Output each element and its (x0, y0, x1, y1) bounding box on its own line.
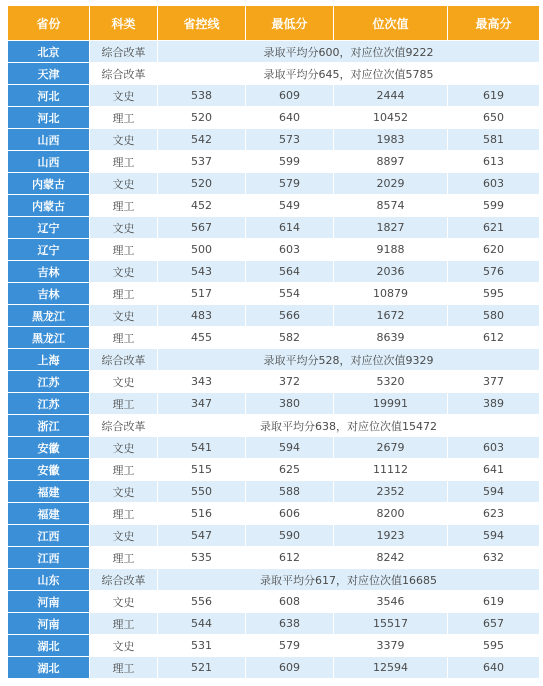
control-line-cell: 542 (158, 129, 246, 151)
category-cell: 文史 (90, 525, 158, 547)
average-score-note-cell: 录取平均分638，对应位次值15472 (158, 415, 540, 437)
control-line-cell: 347 (158, 393, 246, 415)
table-row (8, 239, 540, 261)
category-cell: 文史 (90, 129, 158, 151)
table-row (8, 283, 540, 305)
header-province: 省份 (8, 6, 90, 41)
category-cell: 文史 (90, 635, 158, 657)
control-line-cell: 452 (158, 195, 246, 217)
province-cell: 浙江 (8, 415, 90, 437)
category-cell: 综合改革 (90, 415, 158, 437)
max-score-cell: 576 (448, 261, 540, 283)
table-row (8, 569, 540, 591)
min-score-cell: 608 (246, 591, 334, 613)
table-row (8, 107, 540, 129)
rank-cell: 19991 (334, 393, 448, 415)
rank-cell: 8639 (334, 327, 448, 349)
province-cell: 河北 (8, 107, 90, 129)
table-row (8, 437, 540, 459)
province-cell: 上海 (8, 349, 90, 371)
max-score-cell: 620 (448, 239, 540, 261)
rank-cell: 10452 (334, 107, 448, 129)
province-cell: 湖北 (8, 635, 90, 657)
min-score-cell: 573 (246, 129, 334, 151)
category-cell: 理工 (90, 503, 158, 525)
table-row (8, 349, 540, 371)
rank-cell: 15517 (334, 613, 448, 635)
max-score-cell: 621 (448, 217, 540, 239)
category-cell: 综合改革 (90, 349, 158, 371)
table-row (8, 371, 540, 393)
rank-cell: 3546 (334, 591, 448, 613)
average-score-note-cell: 录取平均分645，对应位次值5785 (158, 63, 540, 85)
table-body (8, 41, 540, 679)
category-cell: 文史 (90, 481, 158, 503)
max-score-cell: 594 (448, 481, 540, 503)
province-cell: 北京 (8, 41, 90, 63)
control-line-cell: 543 (158, 261, 246, 283)
category-cell: 理工 (90, 151, 158, 173)
control-line-cell: 520 (158, 173, 246, 195)
province-cell: 黑龙江 (8, 327, 90, 349)
province-cell: 江苏 (8, 371, 90, 393)
category-cell: 文史 (90, 305, 158, 327)
rank-cell: 1983 (334, 129, 448, 151)
max-score-cell: 632 (448, 547, 540, 569)
rank-cell: 11112 (334, 459, 448, 481)
category-cell: 综合改革 (90, 41, 158, 63)
control-line-cell: 517 (158, 283, 246, 305)
min-score-cell: 614 (246, 217, 334, 239)
rank-cell: 3379 (334, 635, 448, 657)
header-control-line: 省控线 (158, 6, 246, 41)
control-line-cell: 550 (158, 481, 246, 503)
control-line-cell: 544 (158, 613, 246, 635)
header-min-score: 最低分 (246, 6, 334, 41)
min-score-cell: 594 (246, 437, 334, 459)
control-line-cell: 500 (158, 239, 246, 261)
province-cell: 吉林 (8, 261, 90, 283)
min-score-cell: 579 (246, 635, 334, 657)
rank-cell: 2029 (334, 173, 448, 195)
table-row (8, 547, 540, 569)
table-row (8, 393, 540, 415)
min-score-cell: 579 (246, 173, 334, 195)
min-score-cell: 372 (246, 371, 334, 393)
table-row (8, 481, 540, 503)
min-score-cell: 599 (246, 151, 334, 173)
min-score-cell: 640 (246, 107, 334, 129)
table-row (8, 41, 540, 63)
province-cell: 安徽 (8, 437, 90, 459)
province-cell: 安徽 (8, 459, 90, 481)
category-cell: 理工 (90, 459, 158, 481)
control-line-cell: 516 (158, 503, 246, 525)
table-row (8, 657, 540, 679)
category-cell: 综合改革 (90, 63, 158, 85)
min-score-cell: 588 (246, 481, 334, 503)
max-score-cell: 389 (448, 393, 540, 415)
province-cell: 山东 (8, 569, 90, 591)
min-score-cell: 625 (246, 459, 334, 481)
rank-cell: 1827 (334, 217, 448, 239)
control-line-cell: 538 (158, 85, 246, 107)
rank-cell: 2036 (334, 261, 448, 283)
max-score-cell: 613 (448, 151, 540, 173)
category-cell: 文史 (90, 217, 158, 239)
control-line-cell: 547 (158, 525, 246, 547)
header-category: 科类 (90, 6, 158, 41)
rank-cell: 8574 (334, 195, 448, 217)
province-cell: 山西 (8, 129, 90, 151)
control-line-cell: 521 (158, 657, 246, 679)
province-cell: 吉林 (8, 283, 90, 305)
min-score-cell: 609 (246, 85, 334, 107)
admission-score-table (7, 5, 540, 679)
max-score-cell: 595 (448, 283, 540, 305)
max-score-cell: 650 (448, 107, 540, 129)
category-cell: 文史 (90, 261, 158, 283)
average-score-note-cell: 录取平均分528，对应位次值9329 (158, 349, 540, 371)
min-score-cell: 564 (246, 261, 334, 283)
rank-cell: 12594 (334, 657, 448, 679)
table-row (8, 525, 540, 547)
table-row (8, 591, 540, 613)
control-line-cell: 455 (158, 327, 246, 349)
max-score-cell: 657 (448, 613, 540, 635)
table-row (8, 459, 540, 481)
province-cell: 福建 (8, 503, 90, 525)
table-row (8, 195, 540, 217)
rank-cell: 2352 (334, 481, 448, 503)
province-cell: 福建 (8, 481, 90, 503)
province-cell: 湖北 (8, 657, 90, 679)
max-score-cell: 581 (448, 129, 540, 151)
max-score-cell: 619 (448, 591, 540, 613)
category-cell: 理工 (90, 393, 158, 415)
table-header-row (8, 6, 540, 41)
table-row (8, 305, 540, 327)
max-score-cell: 641 (448, 459, 540, 481)
province-cell: 河北 (8, 85, 90, 107)
min-score-cell: 582 (246, 327, 334, 349)
control-line-cell: 520 (158, 107, 246, 129)
province-cell: 河南 (8, 613, 90, 635)
category-cell: 理工 (90, 239, 158, 261)
header-max-score: 最高分 (448, 6, 540, 41)
rank-cell: 9188 (334, 239, 448, 261)
rank-cell: 5320 (334, 371, 448, 393)
table-row (8, 261, 540, 283)
max-score-cell: 580 (448, 305, 540, 327)
rank-cell: 2444 (334, 85, 448, 107)
province-cell: 黑龙江 (8, 305, 90, 327)
control-line-cell: 531 (158, 635, 246, 657)
rank-cell: 2679 (334, 437, 448, 459)
table-row (8, 415, 540, 437)
province-cell: 辽宁 (8, 217, 90, 239)
min-score-cell: 590 (246, 525, 334, 547)
table-row (8, 613, 540, 635)
max-score-cell: 623 (448, 503, 540, 525)
min-score-cell: 612 (246, 547, 334, 569)
province-cell: 山西 (8, 151, 90, 173)
category-cell: 理工 (90, 547, 158, 569)
min-score-cell: 554 (246, 283, 334, 305)
control-line-cell: 535 (158, 547, 246, 569)
table-row (8, 129, 540, 151)
table-row (8, 503, 540, 525)
province-cell: 辽宁 (8, 239, 90, 261)
max-score-cell: 594 (448, 525, 540, 547)
category-cell: 文史 (90, 591, 158, 613)
min-score-cell: 566 (246, 305, 334, 327)
rank-cell: 1923 (334, 525, 448, 547)
min-score-cell: 606 (246, 503, 334, 525)
category-cell: 理工 (90, 107, 158, 129)
min-score-cell: 380 (246, 393, 334, 415)
province-cell: 江西 (8, 547, 90, 569)
control-line-cell: 556 (158, 591, 246, 613)
min-score-cell: 638 (246, 613, 334, 635)
control-line-cell: 567 (158, 217, 246, 239)
max-score-cell: 640 (448, 657, 540, 679)
table-row (8, 173, 540, 195)
control-line-cell: 343 (158, 371, 246, 393)
max-score-cell: 595 (448, 635, 540, 657)
category-cell: 文史 (90, 85, 158, 107)
province-cell: 内蒙古 (8, 195, 90, 217)
category-cell: 文史 (90, 173, 158, 195)
average-score-note-cell: 录取平均分617，对应位次值16685 (158, 569, 540, 591)
control-line-cell: 537 (158, 151, 246, 173)
province-cell: 天津 (8, 63, 90, 85)
province-cell: 江苏 (8, 393, 90, 415)
control-line-cell: 541 (158, 437, 246, 459)
max-score-cell: 599 (448, 195, 540, 217)
control-line-cell: 483 (158, 305, 246, 327)
category-cell: 文史 (90, 437, 158, 459)
max-score-cell: 612 (448, 327, 540, 349)
max-score-cell: 603 (448, 173, 540, 195)
category-cell: 理工 (90, 195, 158, 217)
rank-cell: 8200 (334, 503, 448, 525)
category-cell: 综合改革 (90, 569, 158, 591)
category-cell: 文史 (90, 371, 158, 393)
header-rank: 位次值 (334, 6, 448, 41)
min-score-cell: 549 (246, 195, 334, 217)
table-row (8, 63, 540, 85)
max-score-cell: 377 (448, 371, 540, 393)
rank-cell: 8242 (334, 547, 448, 569)
rank-cell: 10879 (334, 283, 448, 305)
table-row (8, 217, 540, 239)
category-cell: 理工 (90, 283, 158, 305)
control-line-cell: 515 (158, 459, 246, 481)
max-score-cell: 619 (448, 85, 540, 107)
province-cell: 江西 (8, 525, 90, 547)
table-row (8, 635, 540, 657)
category-cell: 理工 (90, 613, 158, 635)
min-score-cell: 609 (246, 657, 334, 679)
category-cell: 理工 (90, 327, 158, 349)
admission-table-container (7, 5, 539, 679)
rank-cell: 8897 (334, 151, 448, 173)
average-score-note-cell: 录取平均分600，对应位次值9222 (158, 41, 540, 63)
max-score-cell: 603 (448, 437, 540, 459)
table-row (8, 85, 540, 107)
table-row (8, 327, 540, 349)
province-cell: 河南 (8, 591, 90, 613)
province-cell: 内蒙古 (8, 173, 90, 195)
category-cell: 理工 (90, 657, 158, 679)
table-row (8, 151, 540, 173)
min-score-cell: 603 (246, 239, 334, 261)
rank-cell: 1672 (334, 305, 448, 327)
